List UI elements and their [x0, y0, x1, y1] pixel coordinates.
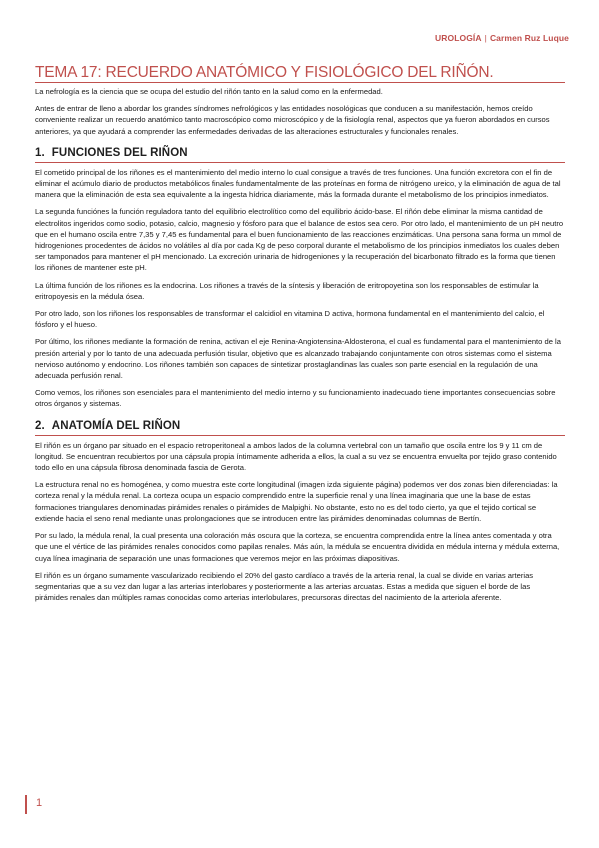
document-title: TEMA 17: RECUERDO ANATÓMICO Y FISIOLÓGICO DEL RIÑÓN. — [35, 64, 494, 81]
header-subject: UROLOGÍA — [435, 33, 482, 43]
footer-accent-bar — [25, 795, 27, 814]
section-title: FUNCIONES DEL RIÑON — [51, 146, 188, 159]
document-body — [35, 86, 565, 609]
section-underline — [35, 435, 565, 436]
page-number: 1 — [36, 797, 43, 809]
body-paragraph: Por otro lado, son los riñones los responsables de transformar el calcidiol en vitamina D activa, hormona fundamental en el mantenimiento del calcio, el fósforo y el hueso. — [35, 309, 545, 330]
body-paragraph: Como vemos, los riñones son esenciales para el mantenimiento del medio interno y su funcionamiento inadecuado tiene importantes consecuencias sobre otros órganos y sistemas. — [35, 388, 556, 409]
section-number: 2. — [35, 419, 45, 432]
title-underline — [35, 82, 565, 83]
body-paragraph: La estructura renal no es homogénea, y como muestra este corte longitudinal (imagen izda siguiente página) podemos ver dos zonas bien diferenciadas: la corteza renal y la médula renal. La corteza ocupa un espacio comprendido entre la superficie renal y una línea imaginaria que une la base de estas formaciones triangulares denominadas pirámides renales o pirámides de Malpighi. No obstante, esto no es del todo cierto, ya que el tejido cortical se extiende hacia el seno renal mediante unas prolongaciones que se introducen entre las pirámides denominadas columnas de Bertín. — [35, 480, 558, 523]
section-heading-funciones — [35, 146, 565, 161]
body-paragraph: Por último, los riñones mediante la formación de renina, activan el eje Renina-Angiotensina-Aldosterona, el cual es fundamental para el mantenimiento de la presión arterial y por lo tanto de una adecuada perfusión tisular, objetivo que es alcanzado trabajando conjuntamente con otros sistemas como el sistema nervioso autónomo y endocrino. Los riñones también son capaces de sintetizar prostaglandinas las cuales son parte esencial en la regulación de una adecuada perfusión renal. — [35, 337, 561, 381]
body-paragraph: La última función de los riñones es la endocrina. Los riñones a través de la síntesis y liberación de eritropoyetina son los responsables de estimular la eritropoyesis en la médula ósea. — [35, 280, 539, 301]
intro-paragraph: La nefrología es la ciencia que se ocupa del estudio del riñón tanto en la salud como en la enfermedad. — [35, 87, 383, 96]
section-heading-anatomia — [35, 419, 565, 434]
body-paragraph: El cometido principal de los riñones es el mantenimiento del medio interno lo cual consigue a través de tres funciones. Una función excretora con el fin de eliminar el acúmulo diario de productos metabólicos finales fundamentalmente de las proteínas en forma de nitrógeno ureico, y la eliminación de agua de tal manera que la eliminación de esta sea equivalente a la ingesta hídrica diariamente, más la formada durante el metabolismo de los principios inmediatos. — [35, 167, 561, 200]
page-header — [435, 33, 569, 43]
body-paragraph: Por su lado, la médula renal, la cual presenta una coloración más oscura que la corteza, se encuentra comprendida entre la línea antes comentada y otra que une el vértice de las pirámides renales conocidos como papilas renales. Más aún, la médula se encuentra dividida en médula interna y médula externa, cuya línea imaginaria de separación une unas formaciones que veremos mejor en las próximas diapositivas. — [35, 531, 560, 563]
header-author: Carmen Ruz Luque — [489, 33, 569, 43]
body-paragraph: El riñón es un órgano sumamente vascularizado recibiendo el 20% del gasto cardíaco a través de la arteria renal, la cual se divide en varias arterias segmentarias que a su vez dan lugar a las arterias interlobares y posteriormente a las arterias arcuatas. Estas a medida que siguen el borde de las pirámides renales dan múltiples ramas conocidas como arterias interlobulares, precursoras directas del nacimiento de la arteriola aferente. — [35, 570, 534, 603]
section-underline — [35, 162, 565, 163]
body-paragraph: La segunda funciónes la función reguladora tanto del equilibrio electrolítico como del equilibrio ácido-base. El riñón debe eliminar la misma cantidad de electrolitos ingeridos como sodio, potasio, calcio, magnesio y fósforo para que el balance de estos sea cero. Por otro lado, el mantenimiento de un pH neutro que en el humano oscila entre 7,35 y 7,45 es fundamental para el buen funcionamiento de las reacciones enzimáticas. Una persona sana forma un mmol de hidrogeniones procedentes de ácidos no volátiles al día por cada Kg de peso corporal durante el metabolismo de los principios inmediatos los cuales deben ser tamponados para mantener el pH mencionado. La excreción urinaria de hidrogeniones y la recuperación del bicarbonato filtrado es la forma que tienen los riñones de mantener este pH. — [35, 207, 564, 273]
header-separator: | — [484, 33, 487, 43]
intro-paragraph: Antes de entrar de lleno a abordar los grandes síndromes nefrológicos y las entidades nosológicas que conducen a su manifestación, hemos creído conveniente realizar un recuerdo anatómico tanto macroscópico como microscópico y de la fisiología renal, aspectos que ya fueron abordados en cursos anteriores, ya que ayudará a comprender las enfermedades derivadas de las alteraciones estructurales y funcionales renales. — [35, 104, 550, 136]
section-number: 1. — [35, 146, 45, 159]
section-title: ANATOMÍA DEL RIÑON — [51, 419, 181, 432]
body-paragraph: El riñón es un órgano par situado en el espacio retroperitoneal a ambos lados de la columna vertebral con un tamaño que oscila entre los 9 y 11 cm de longitud. Se encuentran recubiertos por una cápsula propia íntimamente adherida a ellos, la cual a su vez se encuentra envuelta por tejido graso contenido todo ello en una cápsula fibrosa denominada fascia de Gerota. — [35, 440, 557, 473]
